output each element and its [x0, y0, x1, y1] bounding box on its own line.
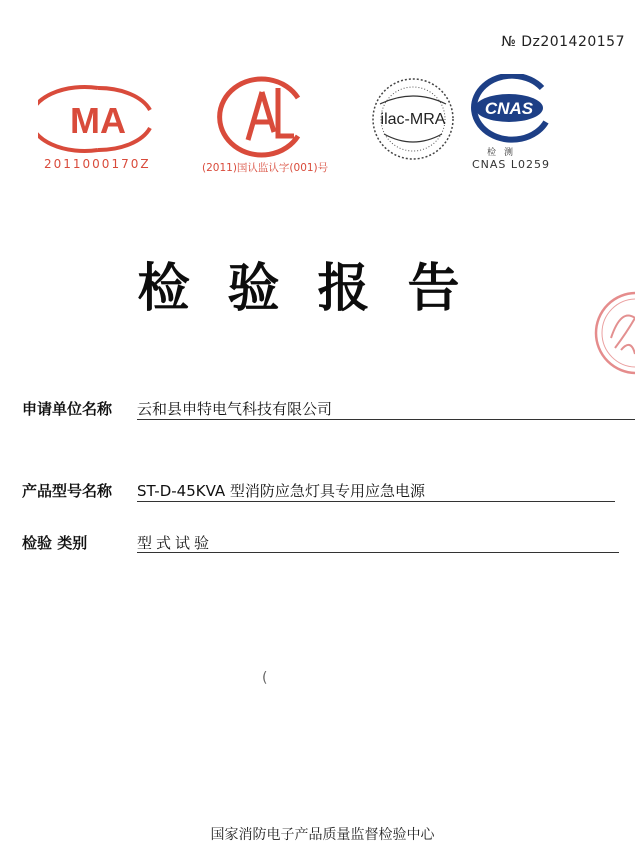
official-seal [591, 288, 635, 378]
product-value: ST-D-45KVA 型消防应急灯具专用应急电源 [137, 482, 425, 500]
report-number: № Dz201420157 [501, 34, 625, 50]
ilac-mra-logo [366, 74, 460, 164]
cnas-mark: CNAS [484, 99, 534, 118]
ma-caption: 2011000170Z [44, 157, 151, 171]
cal-mark: CAL [212, 76, 214, 77]
applicant-underline [137, 419, 635, 420]
cma-logo [38, 82, 158, 156]
product-label: 产品型号名称 [22, 482, 113, 500]
scan-speck: ( [262, 670, 268, 686]
document-title: 检验报告 [137, 258, 498, 319]
product-underline [137, 501, 615, 502]
cnas-subtitle: 检测 [487, 148, 522, 158]
applicant-value: 云和县申特电气科技有限公司 [137, 400, 333, 418]
inspection-type-label: 检验 类别 [22, 534, 88, 552]
cal-logo [212, 76, 312, 158]
ilac-mark: ilac-MRA [380, 111, 446, 128]
cnas-caption: CNAS L0259 [472, 158, 551, 171]
cal-caption: (2011)国认监认字(001)号 [202, 162, 329, 174]
inspection-type-value: 型式试验 [137, 534, 214, 552]
applicant-label: 申请单位名称 [22, 400, 113, 418]
cnas-logo [462, 74, 554, 150]
ma-mark: MA [70, 100, 126, 141]
issuer-name: 国家消防电子产品质量监督检验中心 [210, 827, 435, 843]
inspection-type-underline [137, 552, 619, 553]
